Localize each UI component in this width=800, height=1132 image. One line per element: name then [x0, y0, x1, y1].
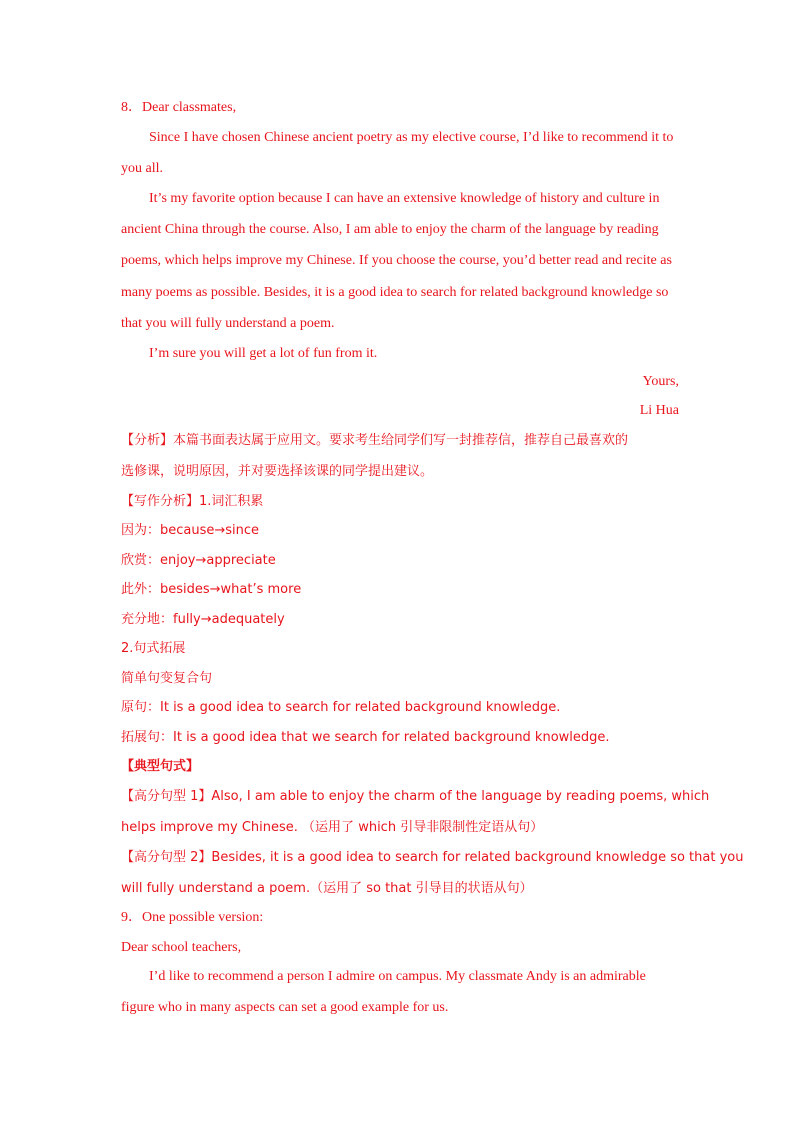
vocab-item-since: 因为：because→since [121, 523, 260, 538]
high-score-sentence-2-line-1: 【高分句型 2】Besides, it is a good idea to search for related background knowledge so that you [121, 850, 744, 865]
typical-sentences-heading: 【典型句式】 [121, 759, 200, 774]
q9-paragraph-1-line-2: figure who in many aspects can set a good example for us. [121, 1000, 449, 1015]
q8-paragraph-2-line-4: many poems as possible. Besides, it is a good idea to search for related background knowledge so [121, 285, 669, 300]
original-sentence: 原句：It is a good idea to search for related background knowledge. [121, 700, 561, 715]
q8-salutation: 8．Dear classmates, [121, 100, 237, 115]
writing-analysis-heading: 【写作分析】1.词汇积累 [121, 494, 264, 509]
analysis-line-2: 选修课，说明原因，并对要选择该课的同学提出建议。 [121, 464, 434, 479]
vocab-item-appreciate: 欣赏：enjoy→appreciate [121, 553, 276, 568]
high-score-sentence-1-line-2: helps improve my Chinese. （运用了 which 引导非限制性定语从句） [121, 820, 544, 835]
q8-paragraph-2-line-3: poems, which helps improve my Chinese. If you choose the course, you’d better read and recite as [121, 253, 672, 268]
q8-paragraph-2-line-1: It’s my favorite option because I can have an extensive knowledge of history and culture in [149, 191, 660, 206]
q8-paragraph-2-line-5: that you will fully understand a poem. [121, 316, 335, 331]
q9-heading: 9．One possible version: [121, 910, 264, 925]
vocab-item-whats-more: 此外：besides→what’s more [121, 582, 302, 597]
analysis-line-1: 【分析】本篇书面表达属于应用文。要求考生给同学们写一封推荐信，推荐自己最喜欢的 [121, 433, 629, 448]
q8-paragraph-3: I’m sure you will get a lot of fun from it. [149, 346, 378, 361]
q8-paragraph-2-line-2: ancient China through the course. Also, I am able to enjoy the charm of the language by reading [121, 222, 659, 237]
sentence-expansion-heading: 2.句式拓展 [121, 641, 186, 656]
simple-to-complex-heading: 简单句变复合句 [121, 671, 213, 686]
high-score-sentence-2-line-2: will fully understand a poem.（运用了 so that 引导目的状语从句） [121, 881, 533, 896]
q8-paragraph-1-line-2: you all. [121, 161, 163, 176]
vocab-item-adequately: 充分地：fully→adequately [121, 612, 285, 627]
q8-signature: Li Hua [639, 403, 679, 418]
expanded-sentence: 拓展句：It is a good idea that we search for related background knowledge. [121, 730, 610, 745]
q8-closing: Yours, [642, 374, 679, 389]
q9-paragraph-1-line-1: I’d like to recommend a person I admire on campus. My classmate Andy is an admirable [149, 969, 646, 984]
high-score-sentence-1-line-1: 【高分句型 1】Also, I am able to enjoy the charm of the language by reading poems, which [121, 789, 710, 804]
q8-paragraph-1-line-1: Since I have chosen Chinese ancient poetry as my elective course, I’d like to recommend it to [149, 130, 674, 145]
q9-salutation: Dear school teachers, [121, 940, 242, 955]
